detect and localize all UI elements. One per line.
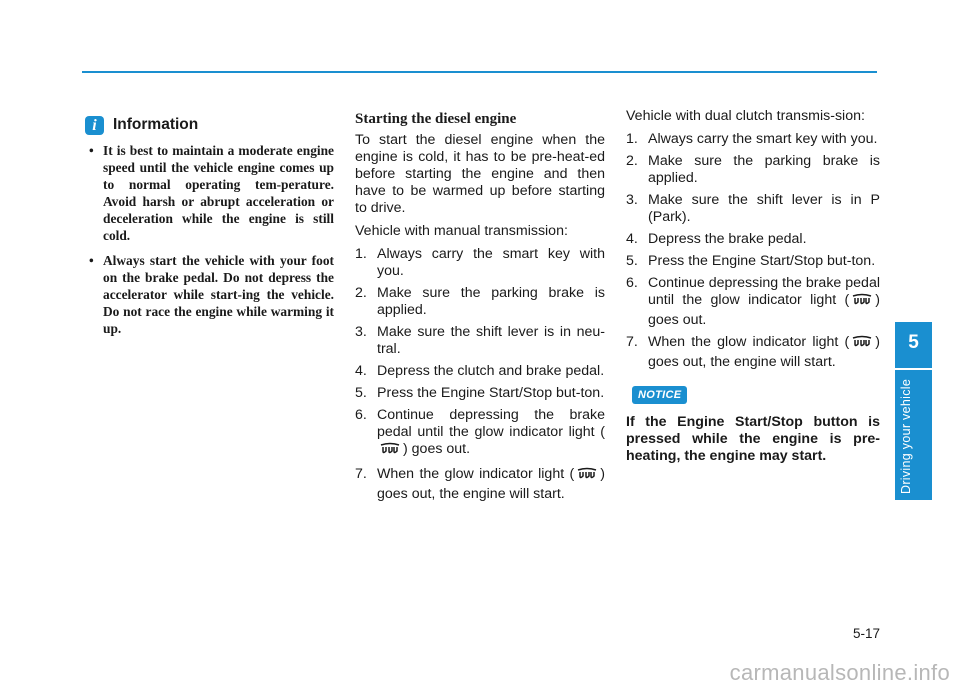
page-number: 5-17	[852, 626, 880, 641]
watermark: carmanualsonline.info	[729, 660, 950, 685]
information-title: Information	[113, 116, 199, 133]
header-rule	[82, 71, 877, 73]
notice-badge: NOTICE	[632, 386, 687, 404]
step-item: 4. Depress the clutch and brake pedal.	[355, 363, 605, 379]
step-item: 3. Make sure the shift lever is in P (Park).	[626, 192, 880, 225]
step-item: 6. Continue depressing the brake pedal until the glow indicator light () goes out.	[355, 407, 605, 461]
information-bullet: • Always start the vehicle with your foot on the brake pedal. Do not depress the accelerator while start-ing the vehicle. Do not race the engine while warming it up.	[89, 253, 334, 336]
step-item: 2. Make sure the parking brake is applied.	[355, 285, 605, 318]
chapter-title: Driving your vehicle	[899, 378, 913, 494]
info-icon: i	[85, 116, 104, 135]
information-list	[82, 142, 334, 337]
dct-steps-list	[626, 131, 880, 371]
step-item: 6. Continue depressing the brake pedal until the glow indicator light ( ) goes out.	[626, 275, 880, 328]
chapter-number: 5	[908, 332, 919, 353]
diesel-start-column	[355, 108, 605, 508]
intro-paragraph: To start the diesel engine when the engine is cold, it has to be pre-heat-ed before starting the engine and then have to be warmed up before starting to drive.	[355, 132, 605, 216]
step-item: 5. Press the Engine Start/Stop but-ton.	[355, 385, 605, 401]
step-item: 1. Always carry the smart key with you.	[626, 131, 878, 147]
information-header	[82, 114, 334, 136]
bullet-icon: •	[89, 253, 94, 268]
information-column	[82, 108, 334, 345]
information-bullet: • It is best to maintain a moderate engine speed until the vehicle engine comes up to normal operating tem-perature. Avoid harsh or abrupt acceleration or deceleration while the engine is still cold.	[89, 143, 334, 243]
glow-plug-indicator-icon	[379, 442, 401, 461]
step-item: 3. Make sure the shift lever is in neu-tral.	[355, 324, 605, 357]
chapter-tab	[895, 322, 932, 500]
notice-text: If the Engine Start/Stop button is pressed while the engine is pre-heating, the engine may start.	[626, 414, 880, 464]
step-item: 2. Make sure the parking brake is applied.	[626, 153, 880, 186]
bullet-icon: •	[89, 143, 94, 158]
step-item: 1. Always carry the smart key with you.	[355, 246, 605, 279]
step-item: 4. Depress the brake pedal.	[626, 231, 807, 247]
dct-column	[626, 108, 880, 465]
manual-transmission-label: Vehicle with manual transmission:	[355, 223, 568, 239]
section-heading: Starting the diesel engine	[355, 111, 517, 127]
step-item: 7. When the glow indicator light ( ) goes out, the engine will start.	[626, 334, 880, 370]
glow-plug-indicator-icon	[851, 293, 873, 312]
dct-label: Vehicle with dual clutch transmis-sion:	[626, 108, 865, 124]
step-item: 7. When the glow indicator light ( ) goes out, the engine will start.	[355, 466, 605, 502]
step-item: 5. Press the Engine Start/Stop but-ton.	[626, 253, 876, 269]
glow-plug-indicator-icon	[576, 467, 598, 486]
manual-steps-list	[355, 246, 605, 503]
glow-plug-indicator-icon	[851, 335, 873, 354]
